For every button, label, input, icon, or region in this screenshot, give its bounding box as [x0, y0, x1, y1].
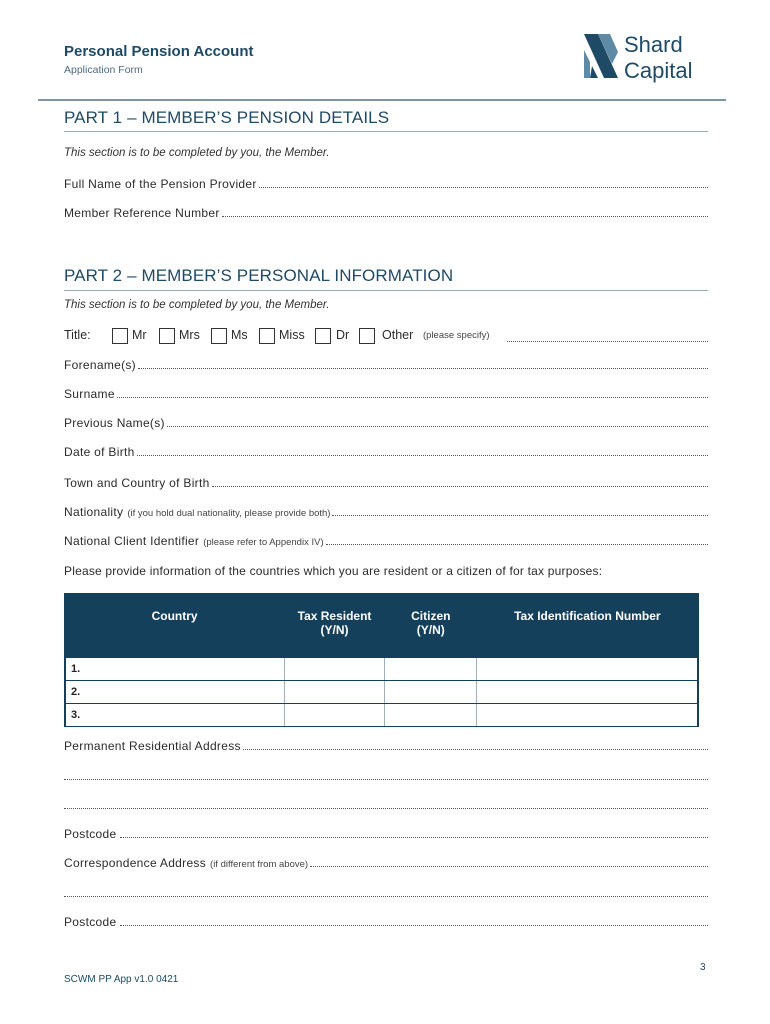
fill-line[interactable]: [120, 915, 708, 926]
fill-line[interactable]: [64, 886, 708, 897]
fill-line[interactable]: [138, 358, 708, 369]
country-cell[interactable]: 1.: [65, 657, 284, 681]
column-header-tax-resident: Tax Resident (Y/N): [284, 594, 385, 657]
residential-postcode-field[interactable]: [64, 827, 708, 843]
field-label: Correspondence Address: [64, 856, 207, 870]
fill-line[interactable]: [167, 416, 708, 427]
field-label: National Client Identifier: [64, 534, 200, 548]
checkbox-label: Other: [382, 328, 414, 342]
fill-line[interactable]: [137, 445, 708, 456]
part1-note: This section is to be completed by you, the Member.: [64, 147, 330, 159]
tin-cell[interactable]: [477, 704, 698, 727]
field-hint: (if different from above): [210, 859, 309, 870]
member-reference-field[interactable]: [64, 206, 708, 222]
tax-resident-cell[interactable]: [284, 681, 385, 704]
checkbox-label: Miss: [279, 328, 305, 342]
page-number: 3: [700, 962, 706, 973]
field-label: Previous Name(s): [64, 416, 165, 430]
document-title: Personal Pension Account: [64, 43, 254, 60]
fill-line[interactable]: [212, 476, 708, 487]
correspondence-address-field[interactable]: [64, 856, 708, 872]
fill-line[interactable]: [64, 769, 708, 780]
date-of-birth-field[interactable]: [64, 445, 708, 461]
fill-line[interactable]: [64, 798, 708, 809]
checkbox-label: Ms: [231, 328, 248, 342]
table-row: [65, 681, 698, 704]
logo-mark-icon: [584, 30, 714, 84]
field-label: Date of Birth: [64, 445, 135, 459]
other-fill-line[interactable]: [507, 331, 708, 342]
field-hint: (if you hold dual nationality, please provide both): [127, 508, 331, 519]
citizen-cell[interactable]: [385, 704, 477, 727]
correspondence-address-line2[interactable]: [64, 886, 708, 902]
fill-line[interactable]: [310, 856, 708, 867]
pension-provider-field[interactable]: [64, 177, 708, 193]
surname-field[interactable]: [64, 387, 708, 403]
field-label: Permanent Residential Address: [64, 739, 241, 753]
checkbox-mr[interactable]: [112, 328, 128, 344]
field-label: Forename(s): [64, 358, 136, 372]
citizen-cell[interactable]: [385, 681, 477, 704]
document-subtitle: Application Form: [64, 64, 143, 76]
part1-divider: [64, 131, 708, 132]
fill-line[interactable]: [117, 387, 708, 398]
field-label: Town and Country of Birth: [64, 476, 210, 490]
previous-names-field[interactable]: [64, 416, 708, 432]
residential-address-line2[interactable]: [64, 769, 708, 785]
fill-line[interactable]: [259, 177, 708, 188]
national-client-id-field[interactable]: [64, 534, 708, 550]
checkbox-label: Dr: [336, 328, 350, 342]
fill-line[interactable]: [326, 534, 708, 545]
logo-text-line2: Capital: [624, 58, 693, 83]
other-hint: (please specify): [423, 330, 490, 341]
shard-capital-logo: [584, 30, 714, 84]
column-header-country: Country: [65, 594, 284, 657]
checkbox-label: Mr: [132, 328, 147, 342]
tin-cell[interactable]: [477, 657, 698, 681]
column-header-citizen: Citizen (Y/N): [385, 594, 477, 657]
country-cell[interactable]: 3.: [65, 704, 284, 727]
title-field: [64, 327, 708, 345]
part1-title: PART 1 – MEMBER’S PENSION DETAILS: [64, 108, 390, 127]
field-label: Surname: [64, 387, 115, 401]
tax-prompt: Please provide information of the countries which you are resident or a citizen of for tax purposes:: [64, 564, 603, 578]
fill-line[interactable]: [120, 827, 708, 838]
footer-reference: SCWM PP App v1.0 0421: [64, 974, 179, 985]
logo-text-line1: Shard: [624, 32, 683, 57]
table-row: [65, 657, 698, 681]
tax-residency-table: [64, 593, 699, 727]
residential-address-line3[interactable]: [64, 798, 708, 814]
fill-line[interactable]: [222, 206, 708, 217]
forename-field[interactable]: [64, 358, 708, 374]
field-label: Full Name of the Pension Provider: [64, 177, 257, 191]
header-divider: [38, 99, 726, 101]
field-label: Nationality: [64, 505, 124, 519]
checkbox-miss[interactable]: [259, 328, 275, 344]
tin-cell[interactable]: [477, 681, 698, 704]
correspondence-postcode-field[interactable]: [64, 915, 708, 931]
column-header-tin: Tax Identification Number: [477, 594, 698, 657]
checkbox-mrs[interactable]: [159, 328, 175, 344]
checkbox-ms[interactable]: [211, 328, 227, 344]
field-hint: (please refer to Appendix IV): [203, 537, 324, 548]
tax-resident-cell[interactable]: [284, 657, 385, 681]
table-row: [65, 704, 698, 727]
field-label: Member Reference Number: [64, 206, 220, 220]
tax-resident-cell[interactable]: [284, 704, 385, 727]
residential-address-field[interactable]: [64, 739, 708, 755]
part2-divider: [64, 290, 708, 291]
fill-line[interactable]: [243, 739, 708, 750]
fill-line[interactable]: [332, 505, 708, 516]
checkbox-other[interactable]: [359, 328, 375, 344]
checkbox-label: Mrs: [179, 328, 200, 342]
part2-note: This section is to be completed by you, the Member.: [64, 299, 330, 311]
title-label: Title:: [64, 328, 91, 342]
citizen-cell[interactable]: [385, 657, 477, 681]
field-label: Postcode: [64, 827, 117, 841]
nationality-field[interactable]: [64, 505, 708, 521]
checkbox-dr[interactable]: [315, 328, 331, 344]
part2-title: PART 2 – MEMBER’S PERSONAL INFORMATION: [64, 266, 454, 285]
country-cell[interactable]: 2.: [65, 681, 284, 704]
field-label: Postcode: [64, 915, 117, 929]
birth-place-field[interactable]: [64, 476, 708, 492]
